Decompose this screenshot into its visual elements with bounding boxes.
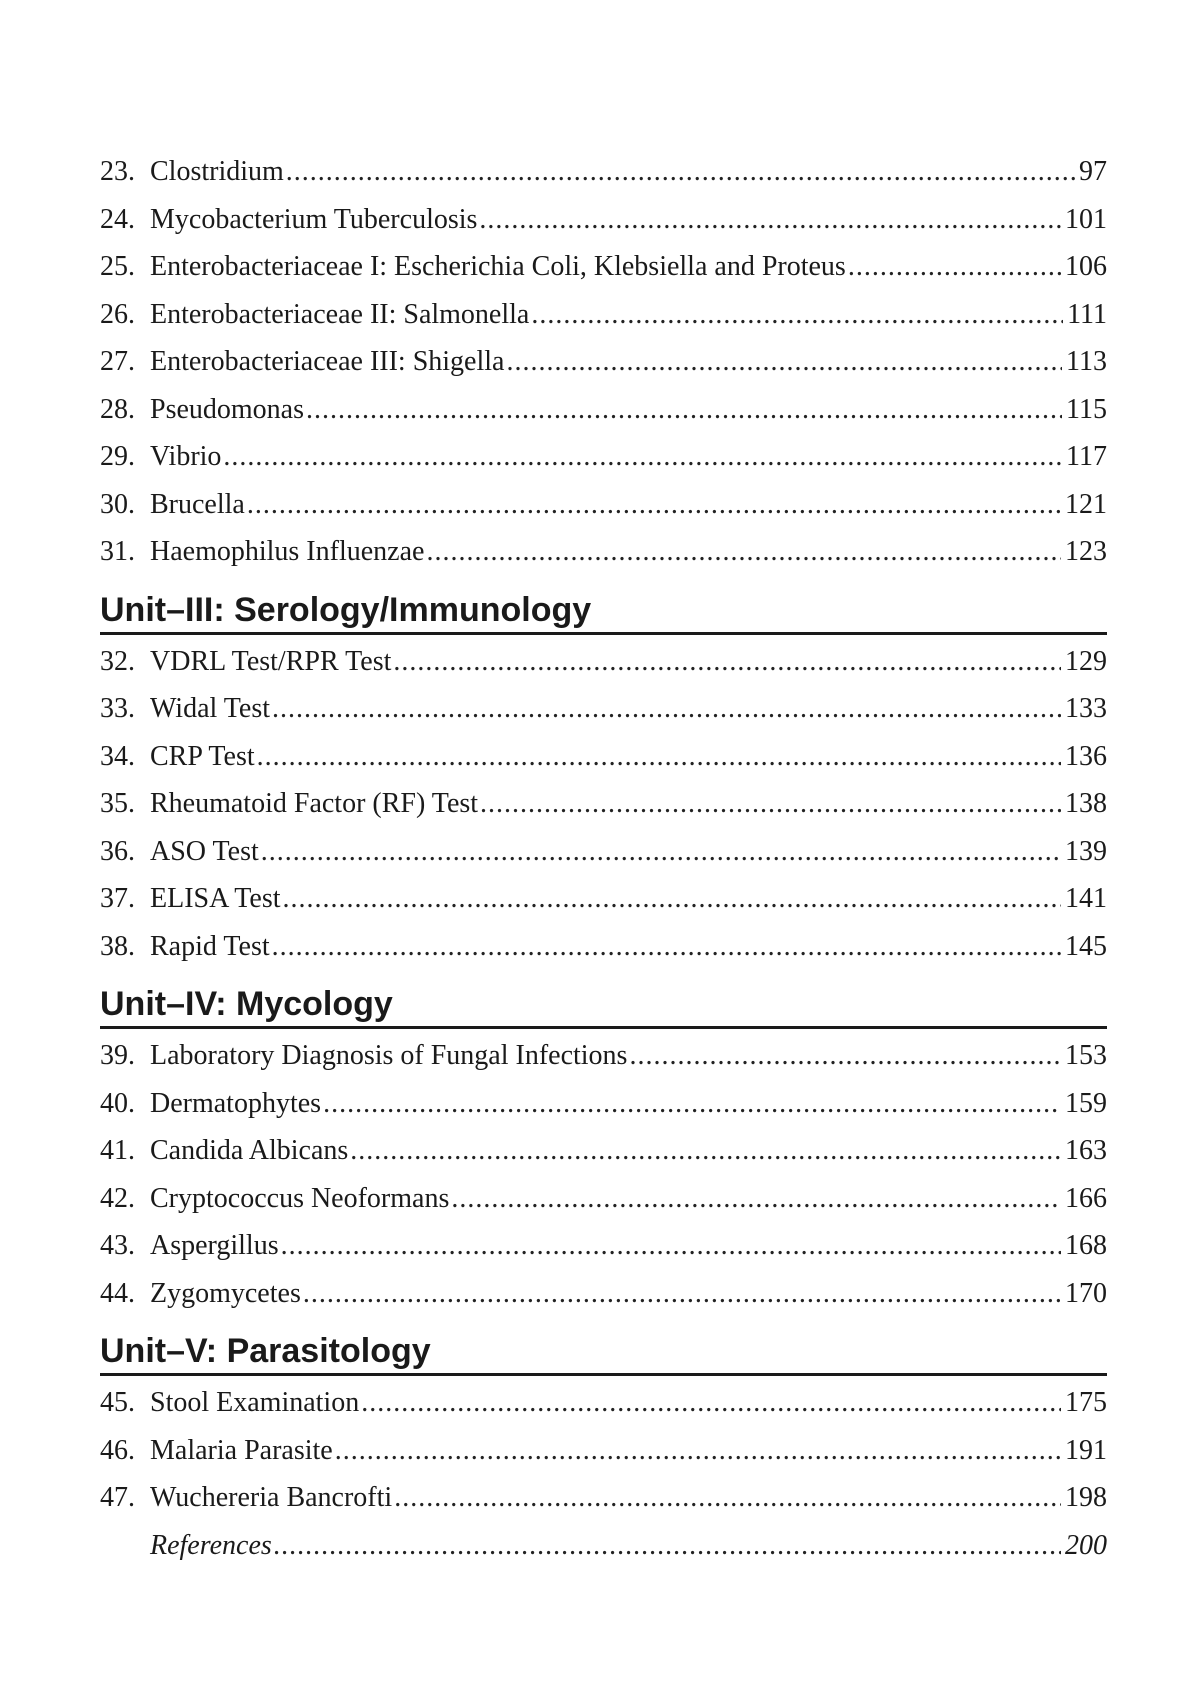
toc-entry[interactable] [100,638,1107,686]
dot-leader [286,148,1075,196]
dot-leader [335,1427,1061,1475]
unit-heading: Unit–IV: Mycology [100,982,1107,1029]
entry-page-number: 113 [1066,346,1107,377]
entry-number: 24. [100,203,135,235]
entry-number: 33. [100,693,135,724]
toc-section-continued [100,148,1107,576]
entry-page-number: 168 [1065,1230,1107,1261]
toc-entry[interactable] [100,1032,1107,1080]
unit-heading: Unit–V: Parasitology [100,1329,1107,1376]
entry-title: ASO Test [150,835,259,867]
entry-page-number: 166 [1065,1182,1107,1214]
toc-section-unit-iii [100,588,1107,971]
entry-number: 41. [100,1135,135,1166]
entry-page-number: 145 [1065,930,1107,962]
entry-number: 30. [100,488,135,520]
dot-leader [451,1175,1061,1223]
dot-leader [272,685,1061,733]
toc-entry[interactable] [100,196,1107,244]
dot-leader [531,291,1063,339]
entry-title: Brucella [150,488,245,520]
entry-number: 32. [100,645,135,677]
toc-entry[interactable] [100,433,1107,481]
toc-section-unit-v [100,1329,1107,1569]
table-of-contents [100,148,1107,1569]
entry-title: Clostridium [150,156,284,187]
entry-title: Cryptococcus Neoformans [150,1182,450,1214]
toc-entry[interactable] [100,528,1107,576]
dot-leader [223,433,1062,481]
entry-number: 37. [100,883,135,914]
entry-page-number: 191 [1065,1434,1107,1466]
dot-leader [274,1522,1061,1570]
entry-number: 46. [100,1434,135,1466]
entry-title: Candida Albicans [150,1135,349,1166]
dot-leader [426,528,1061,576]
entry-page-number: 141 [1065,883,1107,914]
toc-entry[interactable] [100,685,1107,733]
entry-number: 47. [100,1482,135,1513]
entry-title: Haemophilus Influenzae [150,536,425,567]
toc-entry[interactable] [100,733,1107,781]
entry-title: Aspergillus [150,1230,279,1261]
toc-entry[interactable] [100,148,1107,196]
entry-page-number: 163 [1065,1135,1107,1166]
entry-number: 27. [100,346,135,377]
toc-entry[interactable] [100,1222,1107,1270]
entry-title: ELISA Test [150,883,281,914]
toc-entry[interactable] [100,386,1107,434]
entry-title: Enterobacteriaceae I: Escherichia Coli, Klebsiella and Proteus [150,251,846,282]
dot-leader [629,1032,1061,1080]
toc-entry[interactable] [100,923,1107,971]
toc-entry[interactable] [100,1379,1107,1427]
unit-heading: Unit–III: Serology/Immunology [100,588,1107,635]
entry-page-number: 101 [1065,203,1107,235]
entry-number: 26. [100,298,135,330]
entry-title: Widal Test [150,693,271,724]
entry-title: Rheumatoid Factor (RF) Test [150,788,479,819]
entry-page-number: 170 [1065,1277,1107,1309]
toc-entry[interactable] [100,828,1107,876]
dot-leader [480,780,1061,828]
dot-leader [393,638,1061,686]
entry-title: References [150,1529,272,1561]
toc-entry[interactable] [100,780,1107,828]
dot-leader [281,1222,1061,1270]
dot-leader [272,923,1061,971]
entry-page-number: 175 [1065,1387,1107,1418]
dot-leader [479,196,1061,244]
dot-leader [350,1127,1061,1175]
toc-entry[interactable] [100,1175,1107,1223]
entry-number: 28. [100,393,135,425]
entry-number: 29. [100,441,135,472]
dot-leader [261,828,1061,876]
entry-number: 39. [100,1040,135,1071]
toc-entry[interactable] [100,338,1107,386]
entry-number: 35. [100,788,135,819]
dot-leader [247,481,1061,529]
entry-title: CRP Test [150,740,255,772]
entry-title: Wuchereria Bancrofti [150,1482,393,1513]
entry-page-number: 198 [1065,1482,1107,1513]
entry-number: 42. [100,1182,135,1214]
toc-entry[interactable] [100,1080,1107,1128]
entry-number: 34. [100,740,135,772]
entry-number: 38. [100,930,135,962]
entry-title: VDRL Test/RPR Test [150,645,392,677]
entry-page-number: 153 [1065,1040,1107,1071]
entry-number: 45. [100,1387,135,1418]
entry-number: 43. [100,1230,135,1261]
entry-page-number: 111 [1067,298,1107,330]
dot-leader [323,1080,1061,1128]
dot-leader [361,1379,1061,1427]
entry-title: Mycobacterium Tuberculosis [150,203,478,235]
entry-page-number: 136 [1065,740,1107,772]
entry-number: 36. [100,835,135,867]
toc-entry[interactable] [100,1474,1107,1522]
dot-leader [303,1270,1061,1318]
entry-page-number: 106 [1065,251,1107,282]
dot-leader [506,338,1062,386]
dot-leader [257,733,1061,781]
entry-page-number: 129 [1065,645,1107,677]
entry-title: Dermatophytes [150,1087,322,1119]
entry-page-number: 133 [1065,693,1107,724]
toc-entry[interactable] [100,1427,1107,1475]
entry-page-number: 200 [1065,1529,1107,1561]
entry-title: Pseudomonas [150,393,304,425]
toc-entry[interactable] [100,243,1107,291]
entry-number: 44. [100,1277,135,1309]
entry-page-number: 138 [1065,788,1107,819]
entry-title: Enterobacteriaceae III: Shigella [150,346,505,377]
entry-page-number: 115 [1066,393,1107,425]
entry-page-number: 139 [1065,835,1107,867]
entry-title: Enterobacteriaceae II: Salmonella [150,298,530,330]
entry-number: 23. [100,156,135,187]
entry-title: Zygomycetes [150,1277,301,1309]
entry-page-number: 97 [1079,156,1107,187]
entry-page-number: 121 [1065,488,1107,520]
dot-leader [394,1474,1061,1522]
entry-title: Rapid Test [150,930,270,962]
dot-leader [848,243,1061,291]
toc-entry[interactable] [100,481,1107,529]
toc-entry[interactable] [100,1270,1107,1318]
dot-leader [283,875,1061,923]
dot-leader [306,386,1062,434]
entry-number: 40. [100,1087,135,1119]
toc-section-unit-iv [100,982,1107,1317]
entry-title: Laboratory Diagnosis of Fungal Infections [150,1040,628,1071]
entry-page-number: 117 [1066,441,1107,472]
toc-entry-references[interactable] [100,1522,1107,1570]
toc-entry[interactable] [100,1127,1107,1175]
entry-number: 31. [100,536,135,567]
toc-entry[interactable] [100,875,1107,923]
entry-title: Stool Examination [150,1387,360,1418]
entry-page-number: 123 [1065,536,1107,567]
entry-page-number: 159 [1065,1087,1107,1119]
toc-entry[interactable] [100,291,1107,339]
entry-title: Vibrio [150,441,222,472]
entry-title: Malaria Parasite [150,1434,333,1466]
entry-number: 25. [100,251,135,282]
